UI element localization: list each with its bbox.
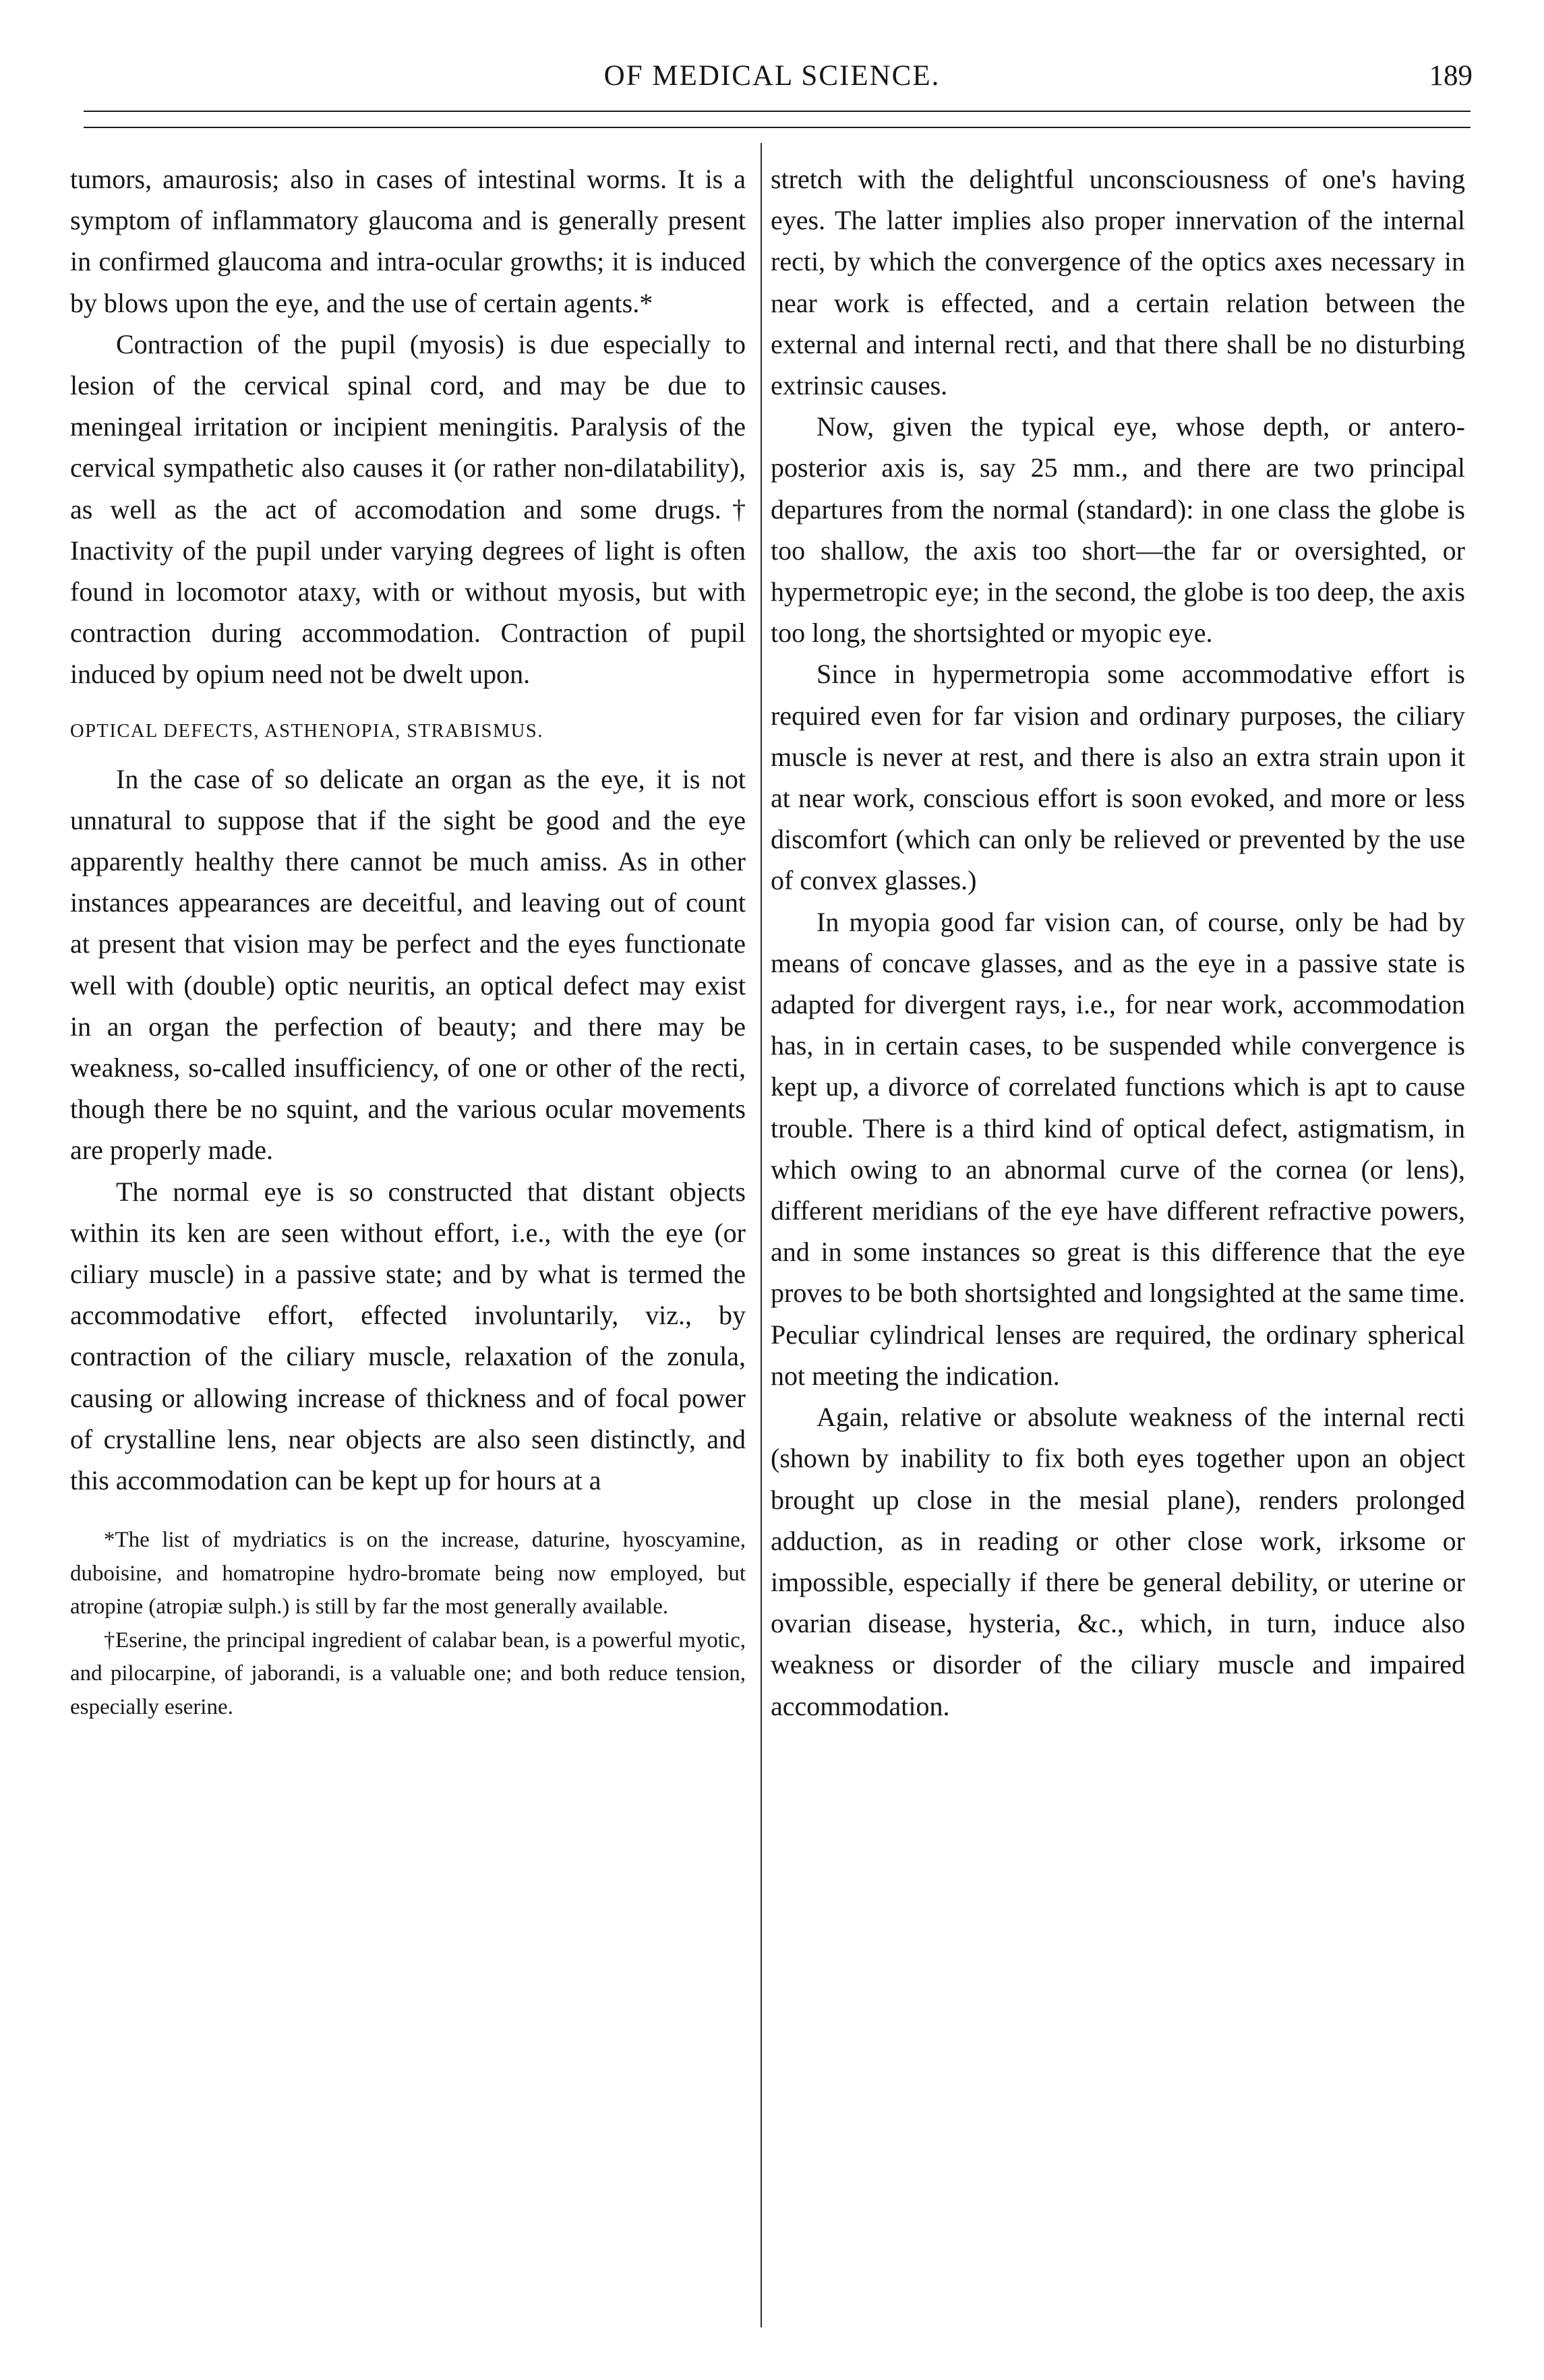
footnotes xyxy=(70,1524,746,1724)
footnote-eserine: †Eserine, the principal ingredient of calabar bean, is a powerful myotic, and pilocarpine, of jaborandi, is a valuable one; and both reduce tension, especially eserine. xyxy=(70,1628,746,1719)
running-head xyxy=(0,59,1544,107)
running-title: OF MEDICAL SCIENCE. xyxy=(603,60,941,92)
paragraph-hypermetropia: Since in hypermetropia some accommodative effort is required even for far vision and ordinary purposes, the ciliary muscle is never at rest, and there is also an extra strain upon it at near work, conscious effort is soon evoked, and more or less discomfort (which can only be relieved or prevented by the use of convex glasses.) xyxy=(771,659,1465,896)
paragraph-pupil-dilatation: tumors, amaurosis; also in cases of intestinal worms. It is a symptom of inflammatory glaucoma and is generally present in confirmed glaucoma and intra-ocular growths; it is induced by blows upon the eye, and the use of certain agents.* xyxy=(70,164,746,318)
footnote-mydriatics: *The list of mydriatics is on the increase, daturine, hyoscyamine, duboisine, and homatropine hydro-bromate being now employed, but atropine (atropiæ sulph.) is still by far the most generally available. xyxy=(70,1528,746,1619)
left-column xyxy=(70,158,746,1724)
page-number: 189 xyxy=(1429,60,1473,92)
paragraph-stretch: stretch with the delightful unconsciousness of one's having eyes. The latter implies also proper innervation of the internal recti, by which the convergence of the optics axes necessary in near work is effected, and a certain relation between the external and internal recti, and that there shall be no disturbing extrinsic causes. xyxy=(771,164,1465,401)
section-heading: OPTICAL DEFECTS, ASTHENOPIA, STRABISMUS. xyxy=(70,720,543,742)
paragraph-optical-defects: In the case of so delicate an organ as the eye, it is not unnatural to suppose that if the sight be good and the eye apparently healthy there cannot be much amiss. As in other instances appearances are deceitful, and leaving out of count at present that vision may be perfect and the eyes functionate well with (double) optic neuritis, an optical defect may exist in an organ the perfection of beauty; and there may be weakness, so-called insufficiency, of one or other of the recti, though there be no squint, and the various ocular movements are properly made. xyxy=(70,763,746,1166)
header-rule-bottom xyxy=(84,127,1471,128)
column-divider xyxy=(761,143,762,2327)
paragraph-myosis: Contraction of the pupil (myosis) is due especially to lesion of the cervical spinal cord, and may be due to meningeal irritation or incipient meningitis. Paralysis of the cervical sympathetic also causes it (or rather non-dilatability), as well as the act of accomodation and some drugs.† Inactivity of the pupil under varying degrees of light is often found in locomotor ataxy, with or without myosis, but with contraction during accommodation. Contraction of pupil induced by opium need not be dwelt upon. xyxy=(70,328,746,690)
paragraph-internal-recti: Again, relative or absolute weakness of the internal recti (shown by inability to fix both eyes together upon an object brought up close in the mesial plane), renders prolonged adduction, as in reading or other close work, irksome or impossible, especially if there be general debility, or uterine or ovarian disease, hysteria, &c., which, in turn, induce also weakness or disorder of the ciliary muscle and impaired accommodation. xyxy=(771,1402,1465,1721)
right-column xyxy=(771,158,1465,1727)
paragraph-myopia: In myopia good far vision can, of course, only be had by means of concave glasses, and as the eye in a passive state is adapted for divergent rays, i.e., for near work, accommodation has, in in certain cases, to be suspended while convergence is kept up, a divorce of correlated functions which is apt to cause trouble. There is a third kind of optical defect, astigmatism, in which owing to an abnormal curve of the cornea (or lens), different meridians of the eye have different refractive powers, and in some instances so great is this difference that the eye proves to be both shortsighted and longsighted at the same time. Peculiar cylindrical lenses are required, the ordinary spherical not meeting the indication. xyxy=(771,906,1465,1391)
paragraph-typical-eye: Now, given the typical eye, whose depth, or antero-posterior axis is, say 25 mm., and there are two principal departures from the normal (standard): in one class the globe is too shallow, the axis too short—the far or oversighted, or hypermetropic eye; in the second, the globe is too deep, the axis too long, the shortsighted or myopic eye. xyxy=(771,411,1465,649)
paragraph-normal-eye: The normal eye is so constructed that distant objects within its ken are seen without effort, i.e., with the eye (or ciliary muscle) in a passive state; and by what is termed the accommodative effort, effected involuntarily, viz., by contraction of the ciliary muscle, relaxation of the zonula, causing or allowing increase of thickness and of focal power of crystalline lens, near objects are also seen distinctly, and this accommodation can be kept up for hours at a xyxy=(70,1176,746,1496)
header-rule-top xyxy=(84,111,1471,112)
